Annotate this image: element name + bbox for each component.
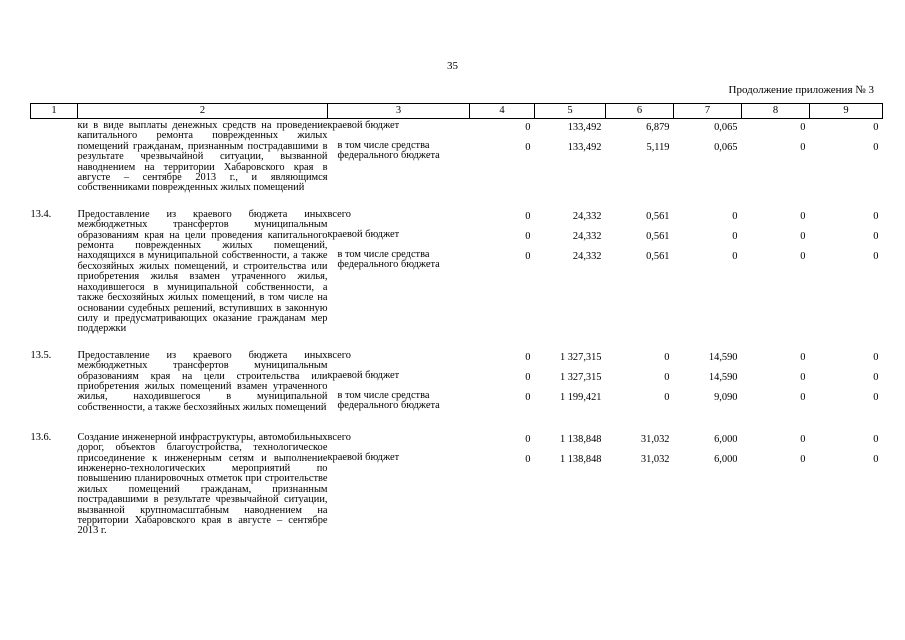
value-cell-c5 bbox=[535, 345, 606, 417]
value-cell-c7 bbox=[674, 345, 742, 417]
value-cell-c9 bbox=[810, 345, 883, 417]
spacer-cell bbox=[674, 194, 742, 204]
value: 0 bbox=[873, 351, 879, 363]
spacer-cell bbox=[742, 335, 810, 345]
value: 0 bbox=[873, 142, 879, 153]
row-number: 13.4. bbox=[30, 208, 52, 220]
value-cell-c7 bbox=[674, 427, 742, 537]
value: 0 bbox=[525, 371, 531, 383]
value: 5,119 bbox=[646, 142, 670, 153]
value: 0 bbox=[800, 433, 806, 445]
value: 14,590 bbox=[708, 351, 738, 363]
value: 0 bbox=[800, 210, 806, 222]
value: 0,561 bbox=[646, 250, 670, 262]
spacer-cell bbox=[328, 194, 470, 204]
value: 0 bbox=[800, 230, 806, 242]
value: 0 bbox=[525, 230, 531, 242]
column-header: 9 bbox=[810, 104, 883, 119]
value: 1 138,848 bbox=[559, 453, 602, 465]
row-number bbox=[31, 119, 78, 194]
row-description: Создание инженерной инфраструктуры, автомобильных дорог, объектов благоустройства, технологическое присоединение к инженерным сетям и выполнение инженерно-технологических мероприятий по повышению планировочных отметок при строительстве жилых помещений гражданам, признанным пострадавшими в результате чрезвычайной ситуации, вызванной крупномасштабным наводнением на территории Хабаровского края в августе – сентябре 2013 г. bbox=[77, 431, 328, 537]
value: 0 bbox=[873, 371, 879, 383]
value: 0 bbox=[800, 371, 806, 383]
value: 0 bbox=[525, 351, 531, 363]
value: 1 138,848 bbox=[559, 433, 602, 445]
table-row bbox=[31, 345, 883, 417]
value: 0 bbox=[664, 371, 670, 383]
table-row bbox=[31, 119, 883, 194]
funding-source: в том числе средства федерального бюджета bbox=[337, 140, 440, 162]
column-header: 7 bbox=[674, 104, 742, 119]
value: 0 bbox=[800, 453, 806, 465]
table-row bbox=[31, 427, 883, 537]
funding-source: в том числе средства федерального бюджета bbox=[337, 389, 440, 412]
value: 31,032 bbox=[640, 453, 670, 465]
column-header: 1 bbox=[31, 104, 78, 119]
value: 0 bbox=[800, 351, 806, 363]
spacer-cell bbox=[31, 335, 78, 345]
funding-source: краевой бюджет bbox=[327, 120, 400, 131]
value: 0 bbox=[873, 250, 879, 262]
value: 0 bbox=[525, 122, 531, 133]
spacer-cell bbox=[606, 335, 674, 345]
value: 0 bbox=[525, 433, 531, 445]
value: 133,492 bbox=[567, 122, 602, 133]
spacer-cell bbox=[328, 417, 470, 427]
value-cell-c4 bbox=[470, 427, 535, 537]
funding-source: всего bbox=[327, 431, 351, 443]
spacer-cell bbox=[742, 194, 810, 204]
funding-source: в том числе средства федерального бюджета bbox=[337, 248, 440, 271]
value-cell-c8 bbox=[742, 345, 810, 417]
value: 0,561 bbox=[646, 210, 670, 222]
value: 0,561 bbox=[646, 230, 670, 242]
spacer-cell bbox=[470, 194, 535, 204]
value: 24,332 bbox=[572, 210, 602, 222]
continuation-note: Продолжение приложения № 3 bbox=[728, 84, 874, 96]
funding-sources bbox=[328, 119, 470, 194]
row-spacer bbox=[31, 417, 883, 427]
value: 0 bbox=[525, 250, 531, 262]
spacer-cell bbox=[78, 417, 328, 427]
spacer-cell bbox=[470, 417, 535, 427]
value: 6,000 bbox=[714, 433, 738, 445]
spacer-cell bbox=[810, 417, 883, 427]
value-cell-c9 bbox=[810, 204, 883, 335]
value-cell-c9 bbox=[810, 119, 883, 194]
value: 6,879 bbox=[646, 122, 670, 133]
row-description: ки в виде выплаты денежных средств на проведение капитального ремонта поврежденных жилых помещений гражданам, признанным пострадавшими в результате чрезвычайной ситуации, вызванной наводнением на территории Хабаровского края в августе – сентябре 2013 г., и являющимся собственниками поврежденных жилых помещений bbox=[77, 120, 328, 194]
value: 0,065 bbox=[714, 142, 738, 153]
value: 0 bbox=[800, 391, 806, 403]
value-cell-c8 bbox=[742, 119, 810, 194]
value: 0 bbox=[525, 391, 531, 403]
column-header: 5 bbox=[535, 104, 606, 119]
spacer-cell bbox=[31, 417, 78, 427]
value-cell-c8 bbox=[742, 427, 810, 537]
value-cell-c7 bbox=[674, 204, 742, 335]
value-cell-c5 bbox=[535, 427, 606, 537]
value: 24,332 bbox=[572, 230, 602, 242]
spacer-cell bbox=[535, 194, 606, 204]
value-cell-c6 bbox=[606, 119, 674, 194]
value: 0 bbox=[525, 210, 531, 222]
value: 0 bbox=[873, 433, 879, 445]
funding-source: краевой бюджет bbox=[327, 228, 400, 240]
value: 0 bbox=[873, 453, 879, 465]
value: 1 327,315 bbox=[559, 371, 602, 383]
value: 14,590 bbox=[708, 371, 738, 383]
value: 0 bbox=[732, 210, 738, 222]
spacer-cell bbox=[810, 194, 883, 204]
funding-source: краевой бюджет bbox=[327, 369, 400, 381]
spacer-cell bbox=[470, 335, 535, 345]
spacer-cell bbox=[674, 417, 742, 427]
value: 0 bbox=[664, 351, 670, 363]
value: 1 199,421 bbox=[559, 391, 602, 403]
value-cell-c6 bbox=[606, 204, 674, 335]
value-cell-c5 bbox=[535, 119, 606, 194]
spacer-cell bbox=[535, 335, 606, 345]
row-number: 13.5. bbox=[30, 349, 52, 361]
funding-source: всего bbox=[327, 349, 351, 361]
spacer-cell bbox=[31, 194, 78, 204]
funding-sources bbox=[328, 345, 470, 417]
row-number: 13.6. bbox=[30, 431, 52, 443]
column-header: 3 bbox=[328, 104, 470, 119]
spacer-cell bbox=[742, 417, 810, 427]
value: 0 bbox=[873, 230, 879, 242]
column-header: 4 bbox=[470, 104, 535, 119]
value: 31,032 bbox=[640, 433, 670, 445]
spacer-cell bbox=[810, 335, 883, 345]
value: 0 bbox=[732, 250, 738, 262]
row-description: Предоставление из краевого бюджета иных межбюджетных трансфертов муниципальным образованиям края на цели проведения капитального ремонта поврежденных жилых помещений, находящихся в муниципальной собственности, а также бесхозяйных жилых помещений, и строительства или приобретения жилья взамен утраченного жилья, находившегося в муниципальной собственности, а также бесхозяйных жилых помещений, в том числе на основании судебных решений, вступивших в законную силу и предусматривающих оказание гражданам мер поддержки bbox=[77, 208, 328, 335]
row-spacer bbox=[31, 194, 883, 204]
spacer-cell bbox=[328, 335, 470, 345]
funding-sources bbox=[328, 427, 470, 537]
value-cell-c8 bbox=[742, 204, 810, 335]
value-cell-c4 bbox=[470, 119, 535, 194]
value: 0 bbox=[873, 122, 879, 133]
spacer-cell bbox=[78, 335, 328, 345]
value-cell-c4 bbox=[470, 345, 535, 417]
value: 0 bbox=[664, 391, 670, 403]
spacer-cell bbox=[674, 335, 742, 345]
column-header-row bbox=[31, 104, 883, 119]
value-cell-c4 bbox=[470, 204, 535, 335]
page-number: 35 bbox=[447, 60, 458, 72]
funding-source: краевой бюджет bbox=[327, 451, 400, 463]
value: 1 327,315 bbox=[559, 351, 602, 363]
table-body bbox=[31, 119, 883, 537]
spacer-cell bbox=[78, 194, 328, 204]
value: 0 bbox=[732, 230, 738, 242]
row-description: Предоставление из краевого бюджета иных межбюджетных трансфертов муниципальным образованиям края на цели строительства или приобретения жилых помещений взамен утраченного жилья, находившегося в муниципальной собственности, а также бесхозяйных жилых помещений bbox=[77, 349, 328, 413]
value: 0 bbox=[525, 142, 531, 153]
value: 0 bbox=[873, 210, 879, 222]
value: 0 bbox=[800, 122, 806, 133]
column-header: 6 bbox=[606, 104, 674, 119]
value-cell-c6 bbox=[606, 427, 674, 537]
value: 0 bbox=[800, 250, 806, 262]
value-cell-c5 bbox=[535, 204, 606, 335]
value-cell-c7 bbox=[674, 119, 742, 194]
value: 0 bbox=[800, 142, 806, 153]
funding-source: всего bbox=[327, 208, 351, 220]
column-header: 8 bbox=[742, 104, 810, 119]
budget-table bbox=[30, 103, 883, 537]
value: 133,492 bbox=[567, 142, 602, 153]
value-cell-c9 bbox=[810, 427, 883, 537]
column-header: 2 bbox=[78, 104, 328, 119]
spacer-cell bbox=[535, 417, 606, 427]
table-row bbox=[31, 204, 883, 335]
value: 6,000 bbox=[714, 453, 738, 465]
value: 0,065 bbox=[714, 122, 738, 133]
spacer-cell bbox=[606, 417, 674, 427]
value: 0 bbox=[873, 391, 879, 403]
value: 0 bbox=[525, 453, 531, 465]
value: 9,090 bbox=[714, 391, 738, 403]
spacer-cell bbox=[606, 194, 674, 204]
row-spacer bbox=[31, 335, 883, 345]
value: 24,332 bbox=[572, 250, 602, 262]
funding-sources bbox=[328, 204, 470, 335]
value-cell-c6 bbox=[606, 345, 674, 417]
